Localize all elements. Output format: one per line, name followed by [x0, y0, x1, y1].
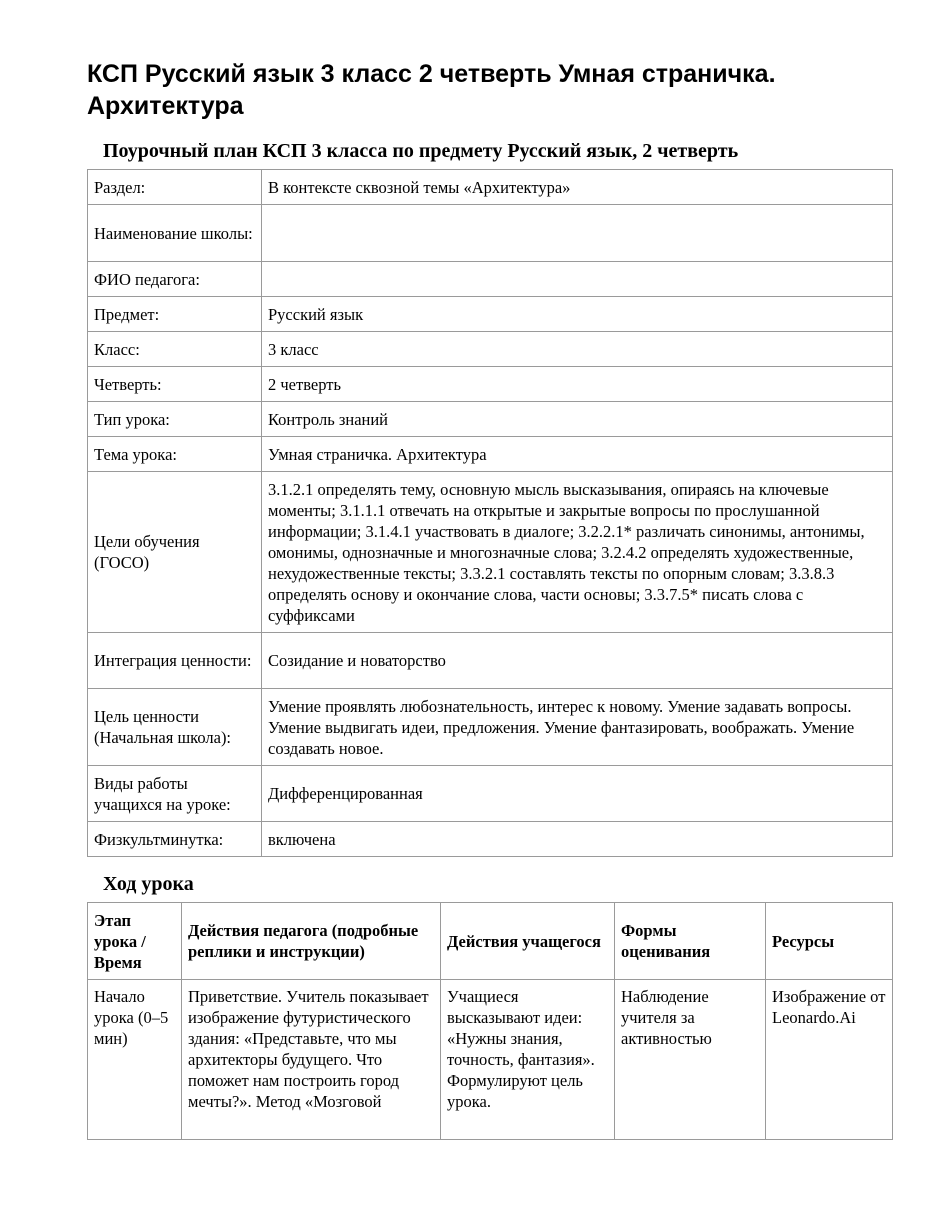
row-label: ФИО педагога:: [88, 262, 262, 297]
row-label: Наименование школы:: [88, 205, 262, 262]
lesson-table: [87, 902, 893, 1140]
row-label: Четверть:: [88, 367, 262, 402]
table-row: [88, 402, 893, 437]
row-label: Класс:: [88, 332, 262, 367]
table-row: [88, 297, 893, 332]
row-label: Виды работы учащихся на уроке:: [88, 766, 262, 822]
table-row: [88, 170, 893, 205]
plan-heading: Поурочный план КСП 3 класса по предмету Русский язык, 2 четверть: [103, 140, 739, 162]
table-row: [88, 437, 893, 472]
row-label: Раздел:: [88, 170, 262, 205]
column-header-resources: Ресурсы: [766, 903, 893, 980]
table-row: [88, 262, 893, 297]
plan-info-table: [87, 169, 893, 857]
teacher-actions-text: Приветствие. Учитель показывает изображение футуристического здания: «Представьте, что мы архитекторы будущего. Что поможет нам построить город мечты?». Метод «Мозговой: [188, 987, 429, 1111]
column-header-student: Действия учащегося: [441, 903, 615, 980]
row-value: Умение проявлять любознательность, интерес к новому. Умение задавать вопросы. Умение выдвигать идеи, предложения. Умение фантазировать, воображать. Умение создавать новое.: [262, 689, 893, 766]
row-value: [262, 262, 893, 297]
row-value: В контексте сквозной темы «Архитектура»: [262, 170, 893, 205]
row-value: 3.1.2.1 определять тему, основную мысль высказывания, опираясь на ключевые моменты; 3.1.1.1 отвечать на открытые и закрытые вопросы по прослушанной информации; 3.1.4.1 участвовать в диалоге; 3.2.2.1* различать синонимы, антонимы, омонимы, однозначные и многозначные слова; 3.2.4.2 определять художественные, нехудожественные тексты; 3.3.2.1 составлять тексты по опорным словам; 3.3.8.3 определять основу и окончание слова, части основы; 3.3.7.5* писать слова с суффиксами: [262, 472, 893, 633]
row-value: Созидание и новаторство: [262, 633, 893, 689]
row-label: Тип урока:: [88, 402, 262, 437]
row-value: Контроль знаний: [262, 402, 893, 437]
row-label: Цели обучения (ГОСО): [88, 472, 262, 633]
row-label: Цель ценности (Начальная школа):: [88, 689, 262, 766]
cell-stage: Начало урока (0–5 мин): [88, 980, 182, 1140]
lesson-heading: Ход урока: [103, 873, 194, 895]
column-header-stage: Этап урока / Время: [88, 903, 182, 980]
column-header-teacher: Действия педагога (подробные реплики и инструкции): [182, 903, 441, 980]
table-row: [88, 367, 893, 402]
table-row: [88, 980, 893, 1140]
table-row: [88, 689, 893, 766]
table-row: [88, 205, 893, 262]
row-label: Тема урока:: [88, 437, 262, 472]
row-label: Интеграция ценности:: [88, 633, 262, 689]
cell-resources: Изображение от Leonardo.Ai: [766, 980, 893, 1140]
table-row: [88, 472, 893, 633]
table-row: [88, 332, 893, 367]
table-row: [88, 766, 893, 822]
row-value: Дифференцированная: [262, 766, 893, 822]
cell-assessment: Наблюдение учителя за активностью: [615, 980, 766, 1140]
cell-teacher: [182, 980, 441, 1140]
table-header-row: [88, 903, 893, 980]
table-row: [88, 822, 893, 857]
row-value: [262, 205, 893, 262]
row-value: Умная страничка. Архитектура: [262, 437, 893, 472]
row-value: 3 класс: [262, 332, 893, 367]
column-header-assessment: Формы оценивания: [615, 903, 766, 980]
row-label: Предмет:: [88, 297, 262, 332]
table-row: [88, 633, 893, 689]
row-value: включена: [262, 822, 893, 857]
row-value: Русский язык: [262, 297, 893, 332]
row-value: 2 четверть: [262, 367, 893, 402]
cell-student: Учащиеся высказывают идеи: «Нужны знания, точность, фантазия». Формулируют цель урока.: [441, 980, 615, 1140]
row-label: Физкультминутка:: [88, 822, 262, 857]
document-page: [87, 58, 893, 1140]
document-title: КСП Русский язык 3 класс 2 четверть Умная страничка. Архитектура: [87, 60, 776, 120]
